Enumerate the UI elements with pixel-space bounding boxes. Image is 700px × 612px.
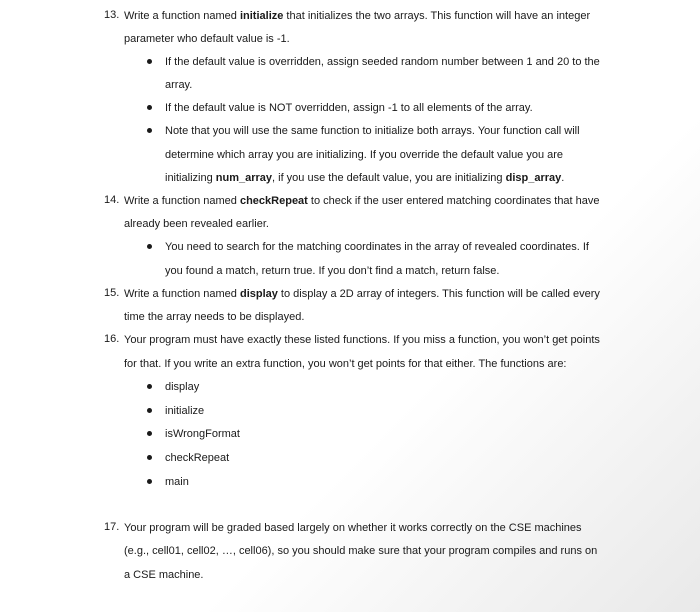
text: Write a function named bbox=[124, 10, 240, 22]
text: Write a function named bbox=[124, 195, 240, 207]
item-13-line-2: parameter who default value is -1. bbox=[124, 33, 290, 45]
text: , if you use the default value, you are initializing bbox=[272, 172, 506, 184]
item-14-bullet-1-line-1: You need to search for the matching coordinates in the array of revealed coordinates. If bbox=[165, 241, 589, 253]
item-13-bullet-2-line-1: If the default value is NOT overridden, assign -1 to all elements of the array. bbox=[165, 102, 533, 114]
item-15-line-1 bbox=[124, 287, 600, 301]
item-number-16: 16. bbox=[104, 333, 120, 345]
item-number-13: 13. bbox=[104, 9, 120, 21]
item-17-line-3: a CSE machine. bbox=[124, 569, 204, 581]
bullet-icon bbox=[147, 105, 152, 110]
item-number-15: 15. bbox=[104, 287, 120, 299]
bullet-icon bbox=[147, 244, 152, 249]
function-list-item: main bbox=[165, 476, 189, 488]
bullet-icon bbox=[147, 128, 152, 133]
variable-num-array: num_array bbox=[215, 172, 273, 184]
item-15-line-2: time the array needs to be displayed. bbox=[124, 311, 305, 323]
bullet-icon bbox=[147, 479, 152, 484]
item-13-bullet-3-line-1: Note that you will use the same function to initialize both arrays. Your function call will bbox=[165, 125, 580, 137]
item-number-17: 17. bbox=[104, 521, 120, 533]
item-14-bullet-1-line-2: you found a match, return true. If you don’t find a match, return false. bbox=[165, 265, 500, 277]
item-17-line-1: Your program will be graded based largely on whether it works correctly on the CSE machines bbox=[124, 522, 582, 534]
text: to check if the user entered matching coordinates that have bbox=[307, 195, 600, 207]
item-16-line-1: Your program must have exactly these listed functions. If you miss a function, you won’t get points bbox=[124, 334, 600, 346]
bullet-icon bbox=[147, 384, 152, 389]
bullet-icon bbox=[147, 431, 152, 436]
item-13-bullet-3-line-2: determine which array you are initializing. If you override the default value you are bbox=[165, 149, 564, 161]
function-list-item: checkRepeat bbox=[165, 452, 230, 464]
function-list-item: initialize bbox=[165, 405, 205, 417]
item-13-line-1 bbox=[124, 9, 590, 23]
text: initializing bbox=[165, 172, 216, 184]
function-name-initialize: initialize bbox=[239, 10, 284, 22]
item-14-line-1 bbox=[124, 194, 600, 208]
bullet-icon bbox=[147, 408, 152, 413]
function-name-display: display bbox=[239, 288, 278, 300]
text: . bbox=[561, 172, 565, 184]
item-17-line-2: (e.g., cell01, cell02, …, cell06), so you should make sure that your program compiles and runs on bbox=[124, 545, 598, 557]
bullet-icon bbox=[147, 455, 152, 460]
item-13-bullet-3-line-3 bbox=[165, 171, 564, 185]
text: Write a function named bbox=[124, 288, 240, 300]
text: to display a 2D array of integers. This function will be called every bbox=[277, 288, 600, 300]
function-list-item: isWrongFormat bbox=[165, 428, 240, 440]
text: that initializes the two arrays. This function will have an integer bbox=[283, 10, 591, 22]
bullet-icon bbox=[147, 59, 152, 64]
function-list-item: display bbox=[165, 381, 200, 393]
function-name-checkrepeat: checkRepeat bbox=[239, 195, 308, 207]
variable-disp-array: disp_array bbox=[505, 172, 562, 184]
item-16-line-2: for that. If you write an extra function, you won’t get points for that either. The functions are: bbox=[124, 358, 567, 370]
item-13-bullet-1-line-2: array. bbox=[165, 79, 193, 91]
item-13-bullet-1-line-1: If the default value is overridden, assign seeded random number between 1 and 20 to the bbox=[165, 56, 600, 68]
item-number-14: 14. bbox=[104, 194, 120, 206]
item-14-line-2: already been revealed earlier. bbox=[124, 218, 269, 230]
